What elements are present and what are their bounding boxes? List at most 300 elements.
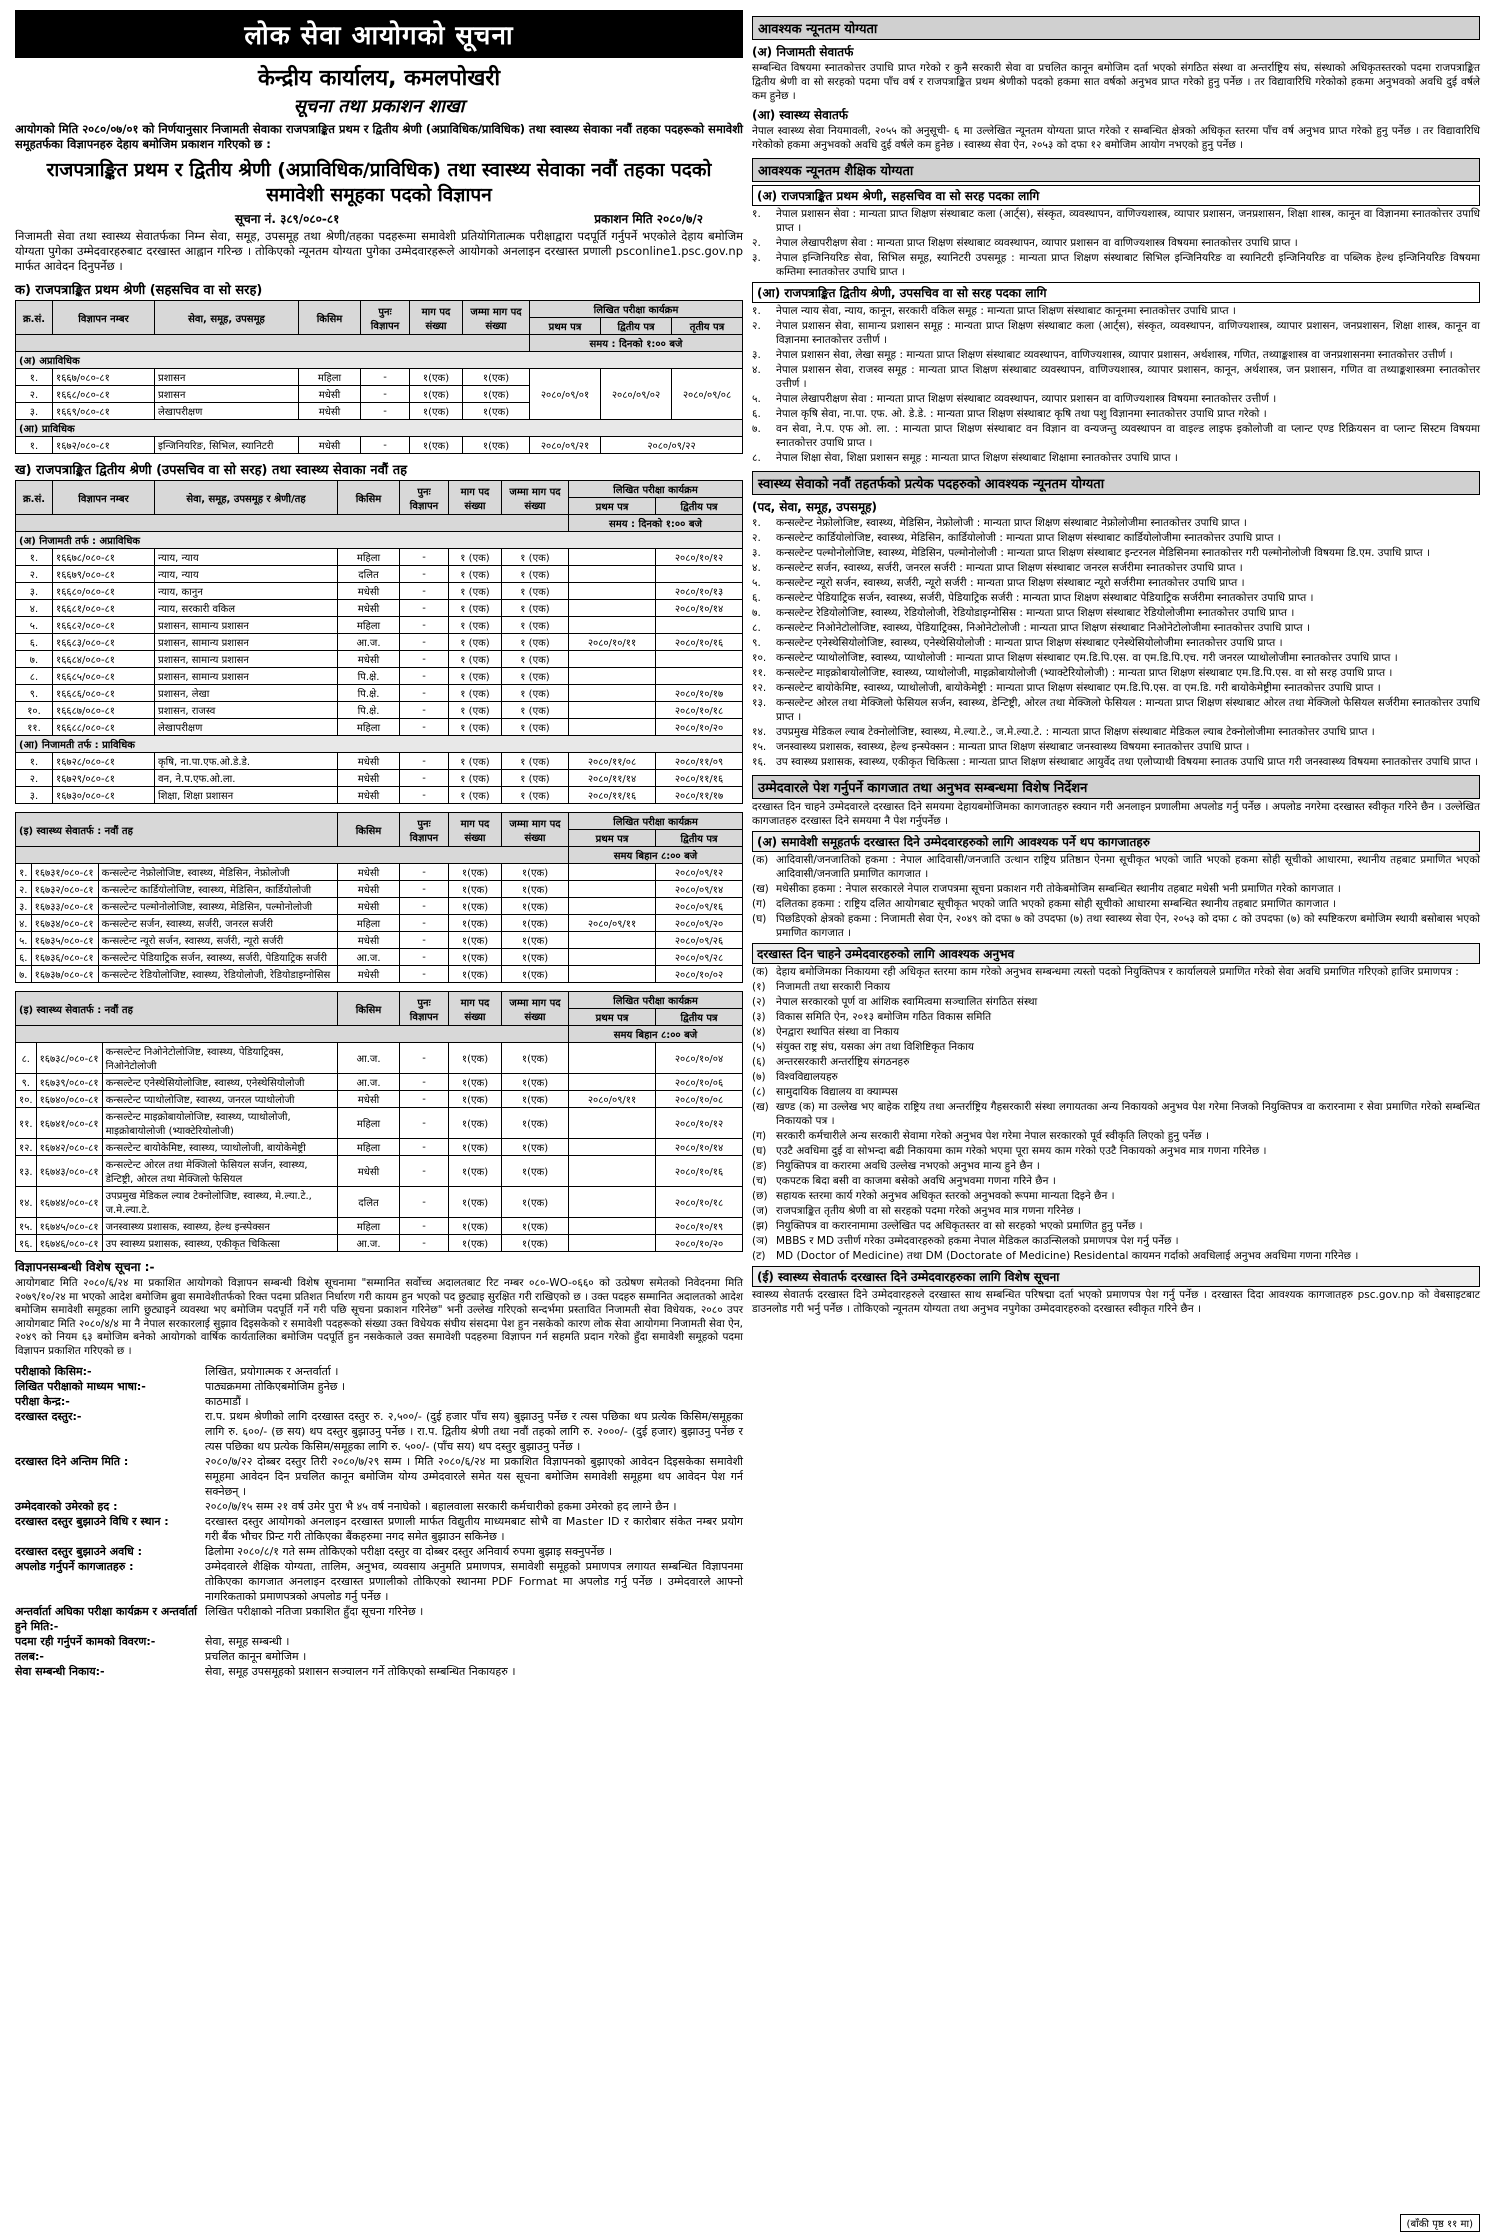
cell: - bbox=[400, 1156, 449, 1187]
cell: १(एक) bbox=[449, 1218, 502, 1235]
th: तृतीय पत्र bbox=[672, 318, 743, 335]
detail-key: उम्मेदवारको उमेरको हद : bbox=[15, 1500, 118, 1513]
cell: १६६९/०८०-८१ bbox=[53, 403, 155, 420]
cell: २०८०/०९/२६ bbox=[656, 932, 743, 949]
list-text: आदिवासी/जनजातिको हकमा : नेपाल आदिवासी/जनजाति उत्थान राष्ट्रिय प्रतिष्ठान ऐनमा सूचीकृत भएको जाति भएको हकमा सोही सूचीको आधारमा, स्थानीय तहबाट प्रमाणित भएको आदिवासी/जनजाति प्रमाणित कागजात । bbox=[776, 854, 1480, 880]
list-number: (ग) bbox=[752, 1130, 767, 1142]
cell: न्याय, सरकारी वकिल bbox=[155, 600, 338, 617]
right-column bbox=[752, 10, 1480, 1317]
cell: १६. bbox=[16, 1235, 37, 1252]
th: लिखित परीक्षा कार्यक्रम bbox=[530, 301, 743, 318]
cell: २०८०/०९/१४ bbox=[656, 881, 743, 898]
cell: - bbox=[400, 719, 449, 736]
cell bbox=[569, 1108, 656, 1139]
cell: २०८०/११/१७ bbox=[656, 787, 743, 804]
list-item bbox=[752, 725, 1480, 739]
req-civil-title: (अ) निजामती सेवातर्फ bbox=[752, 45, 854, 59]
list-text: कन्सल्टेन्ट प्याथोलोजिष्ट, स्वास्थ्य, प्याथोलोजी : मान्यता प्राप्त शिक्षण संस्थाबाट एम.डि.पि.एस. वा एम.डि.पि.एच. गरी जनरल प्याथोलोजीमा स्नातकोत्तर उपाधि प्राप्त । bbox=[776, 652, 1398, 664]
cell: मधेसी bbox=[299, 386, 361, 403]
cell: कन्सल्टेन्ट ओरल तथा मेक्जिलो फेसियल सर्जन, स्वास्थ्य, डेन्टिष्ट्री, ओरल तथा मेक्जिलो फेसियल bbox=[102, 1156, 337, 1187]
list-item bbox=[752, 422, 1480, 450]
th: क्र.सं. bbox=[16, 481, 53, 515]
cell: १. bbox=[16, 437, 53, 454]
table-kha bbox=[15, 480, 743, 804]
list-number: ३. bbox=[752, 547, 761, 559]
cell: १(एक) bbox=[502, 1156, 569, 1187]
list-item bbox=[752, 591, 1480, 605]
list-text: कन्सल्टेन्ट बायोकेमिष्ट, स्वास्थ्य, प्याथोलोजी, बायोकेमेष्ट्री : मान्यता प्राप्त शिक्षण संस्थाबाट एम.डि.पि.एस. वा एम.डि. गरी बायोकेमेष्ट्रीमा स्नातकोत्तर उपाधि प्राप्त । bbox=[776, 682, 1381, 694]
section-kha-title: ख) राजपत्राङ्कित द्वितीय श्रेणी (उपसचिव वा सो सरह) तथा स्वास्थ्य सेवाका नवौं तह bbox=[15, 463, 408, 478]
detail-value: प्रचलित कानून बमोजिम । bbox=[205, 1650, 307, 1663]
edu-a-list bbox=[752, 207, 1480, 279]
detail-row bbox=[15, 1604, 743, 1634]
cell: १६६८४/०८०-८१ bbox=[53, 651, 155, 668]
cell: १ (एक) bbox=[449, 685, 502, 702]
th: जम्मा माग पद संख्या bbox=[463, 301, 530, 335]
cell: १(एक) bbox=[449, 966, 502, 983]
cell: - bbox=[400, 1139, 449, 1156]
cell: १(एक) bbox=[502, 881, 569, 898]
detail-row bbox=[15, 1559, 743, 1604]
cell: मधेसी bbox=[338, 864, 400, 881]
cell: १ (एक) bbox=[449, 753, 502, 770]
list-item bbox=[752, 965, 1480, 979]
cell: - bbox=[400, 634, 449, 651]
list-text: नेपाल कृषि सेवा, ना.पा. एफ. ओ. डे.डे. : मान्यता प्राप्त शिक्षण संस्थाबाट कृषि तथा पशु विज्ञानमा स्नातकोत्तर उपाधि प्राप्त गरेको । bbox=[776, 408, 1267, 420]
cell: २०८०/१०/१२ bbox=[656, 549, 743, 566]
detail-value: २०८०/७/२२ दोब्बर दस्तुर तिरी २०८०/७/२९ सम्म । मिति २०८०/६/२४ मा प्रकाशित विज्ञापनको बुझाएको आवेदन दिइसकेका समावेशी समूहमा आवेदन दिन प्रचलित कानून बमोजिम योग्य उम्मेदवारले समेत यस सूचना बमोजिम समावेशी समूहमा थप आवेदन पेश गर्न सक्नेछन् । bbox=[205, 1455, 743, 1498]
list-text: दलितका हकमा : राष्ट्रिय दलित आयोगबाट सूचीकृत भएको जाति भएको हकमा सोही सूचीको आधारमा सम्बन्धित स्थानीय तहबाट प्रमाणित कागजात । bbox=[776, 898, 1337, 910]
table-row bbox=[16, 1091, 743, 1108]
cell: - bbox=[400, 915, 449, 932]
list-number: (४) bbox=[752, 1026, 766, 1038]
list-text: नेपाल इन्जिनियरिङ सेवा, सिभिल समूह, स्यानिटरी उपसमूह : मान्यता प्राप्त शिक्षण संस्थाबाट सिभिल इन्जिनियरिङ वा स्यानिटरी इन्जिनियरिङ वा पब्लिक हेल्थ इन्जिनियरिङ विषयमा कम्तिमा स्नातकोत्तर उपाधि प्राप्त । bbox=[776, 252, 1480, 278]
list-item bbox=[752, 666, 1480, 680]
cell: १(एक) bbox=[463, 386, 530, 403]
list-text: MD (Doctor of Medicine) तथा DM (Doctorate of Medicine) Residental कायमन गर्दाको अवधिलाई अनुभव अवधिमा गणना गरिनेछ । bbox=[776, 1250, 1359, 1262]
list-number: (ट) bbox=[752, 1250, 766, 1262]
cell: १ (एक) bbox=[449, 787, 502, 804]
req-title: आवश्यक न्यूनतम योग्यता bbox=[752, 16, 1480, 40]
cell: १ (एक) bbox=[502, 770, 569, 787]
cell: महिला bbox=[299, 369, 361, 386]
list-text: कन्सल्टेन्ट पेडियाट्रिक सर्जन, स्वास्थ्य, सर्जरी, पेडियाट्रिक सर्जरी : मान्यता प्राप्त शिक्षण संस्थाबाट पेडियाट्रिक सर्जरीमा स्नातकोत्तर उपाधि प्राप्त । bbox=[776, 592, 1314, 604]
req-civil-text: सम्बन्धित विषयमा स्नातकोत्तर उपाधि प्राप्त गरेको र कुनै सरकारी सेवा वा प्रचलित कानून बमोजिम दर्ता भएको संगठित संस्था वा अन्तर्राष्ट्रिय संघ, संस्थाको अधिकृतस्तरको पदमा राजपत्राङ्कित द्वितीय श्रेणी वा सो सरहको पदमा पाँच वर्ष र राजपत्राङ्कित प्रथम श्रेणीको पदको हकमा सात वर्षको अनुभव प्राप्त गरेको हुनु पर्नेछ । तर विद्यावारिधि गरेकोको हकमा अनुभवको अवधि दुई वर्षले कम हुनेछ । bbox=[752, 62, 1480, 102]
list-number: (ग) bbox=[752, 898, 767, 910]
cell: २०८०/१०/१२ bbox=[656, 1108, 743, 1139]
cell: - bbox=[400, 651, 449, 668]
cell: १६७२८/०८०-८१ bbox=[53, 753, 155, 770]
cell: २०८०/१०/०४ bbox=[656, 1043, 743, 1074]
cell: मधेसी bbox=[338, 1091, 400, 1108]
list-number: (च) bbox=[752, 1175, 767, 1187]
continued-note: (बाँकी पृष्ठ ११ मा) bbox=[1400, 2214, 1480, 2232]
cell: २०८०/१०/१६ bbox=[656, 1156, 743, 1187]
cell: ३. bbox=[16, 898, 32, 915]
list-text: वन सेवा, ने.प. एफ ओ. ला. : मान्यता प्राप्त शिक्षण संस्थाबाट वन विज्ञान वा वन्यजन्तु व्यवस्थापन वा वाइल्ड लाइफ इकोलोजी वा प्लान्ट एण्ड रिक्रियसन वा प्लान्ट सिस्टम विषयमा स्नातकोत्तर उपाधि प्राप्त । bbox=[776, 423, 1480, 449]
notice-ref-line bbox=[15, 210, 743, 227]
cell: महिला bbox=[338, 719, 400, 736]
list-item bbox=[752, 1085, 1480, 1099]
cell: २०८०/१०/११ bbox=[569, 634, 656, 651]
cell: २०८०/११/०८ bbox=[569, 753, 656, 770]
list-item bbox=[752, 681, 1480, 695]
cell: १ (एक) bbox=[502, 753, 569, 770]
th: लिखित परीक्षा कार्यक्रम bbox=[569, 481, 743, 498]
detail-row bbox=[15, 1454, 743, 1499]
cell: १५. bbox=[16, 1218, 37, 1235]
cell: ३. bbox=[16, 583, 53, 600]
list-number: २. bbox=[752, 237, 761, 249]
list-number: ७. bbox=[752, 607, 761, 619]
list-text: कन्सल्टेन्ट न्यूरो सर्जन, स्वास्थ्य, सर्जरी, न्यूरो सर्जरी : मान्यता प्राप्त शिक्षण संस्थाबाट न्यूरो सर्जरीमा स्नातकोत्तर उपाधि प्राप्त । bbox=[776, 577, 1245, 589]
detail-row bbox=[15, 1379, 743, 1394]
special-note-text: आयोगबाट मिति २०८०/६/२४ मा प्रकाशित आयोगको विज्ञापन सम्बन्धी विशेष सूचनामा "सम्मानित सर्वोच्च अदालतबाट रिट नम्बर ०८०-WO-०६६० को उत्प्रेषण समेतको निवेदनमा मिति २०७९/१०/२४ मा भएको आदेश बमोजिम ब्रुवा समावेशीतर्फको रिक्त पदमा प्रतिशत निर्धारण गरी कायम हुन भएको पद छुट्याइ सुरक्षित गरी राखिएको छ । उक्त पदहरु सम्मानित अदालतको आदेश बमोजिम समावेशी समूहका लागि छुट्याइने व्यवस्था भए बमोजिम पदपूर्ति गर्ने गरी पछि सूचना प्रकाशन गरिनेछ" भनी उल्लेख गरिएको सन्दर्भमा प्रस्तावित निजामती सेवा विधेयक, २०८० उपर आयोगबाट मिति २०८०/४/४ मा नै नेपाल सरकारलाई सुझाव दिइसकेको र समावेशी पदहरूको संख्या उक्त विधेयक संघीय संसदमा पेश हुन नसकेको कारण लोक सेवा आयोगमा निजामती सेवा ऐन, २०४९ को नियम ६३ बमोजिम बनेको आयोगको वार्षिक कार्यतालिका बमोजिम पदपूर्ति हुन नसकेकाले उक्त समावेशी पदहरुमा विज्ञापन गर्न सहमति प्रदान गरेको हुँदा समावेशी समूहको पदमा विज्ञापन प्रकाशित गरिएको छ । bbox=[15, 1277, 743, 1357]
cell: १२. bbox=[16, 1139, 37, 1156]
list-text: नेपाल शिक्षा सेवा, शिक्षा प्रशासन समूह : मान्यता प्राप्त शिक्षण संस्थाबाट शिक्षामा स्नातकोत्तर उपाधि प्राप्त । bbox=[776, 452, 1178, 464]
list-number: १४. bbox=[752, 726, 767, 738]
cell: ६. bbox=[16, 949, 32, 966]
detail-value: सेवा, समूह उपसमूहको प्रशासन सञ्चालन गर्ने तोकिएको सम्बन्धित निकायहरु । bbox=[205, 1665, 516, 1678]
list-item bbox=[752, 1219, 1480, 1233]
cell: महिला bbox=[338, 549, 400, 566]
list-text: नेपाल प्रशासन सेवा, सामान्य प्रशासन समूह : मान्यता प्राप्त शिक्षण संस्थाबाट कला (आर्ट्स), संस्कृत, व्यवस्थापन, वाणिज्यशास्त्र, व्यापार प्रशासन, जनप्रशासन, शिक्षा शास्त्र, कानून वा विज्ञानमा स्नातकोत्तर उत्तीर्ण । bbox=[776, 320, 1480, 346]
cell bbox=[569, 651, 656, 668]
cell: २०८०/०९/२८ bbox=[656, 949, 743, 966]
list-number: (२) bbox=[752, 996, 766, 1008]
detail-value: सेवा, समूह सम्बन्धी । bbox=[205, 1635, 290, 1648]
cell: मधेसी bbox=[338, 753, 400, 770]
list-text: सामुदायिक विद्यालय वा क्याम्पस bbox=[776, 1086, 898, 1098]
cell: पि.क्षे. bbox=[338, 668, 400, 685]
detail-key: सेवा सम्बन्धी निकाय:- bbox=[15, 1665, 105, 1678]
list-number: (घ) bbox=[752, 913, 767, 925]
cell: १६६८५/०८०-८१ bbox=[53, 668, 155, 685]
cell: १६७३२/०८०-८१ bbox=[31, 881, 98, 898]
cell: १६७३१/०८०-८१ bbox=[31, 864, 98, 881]
list-item bbox=[752, 882, 1480, 896]
cell: १ (एक) bbox=[502, 617, 569, 634]
detail-row bbox=[15, 1634, 743, 1649]
list-number: ११. bbox=[752, 667, 767, 679]
list-text: कन्सल्टेन्ट रेडियोलोजिष्ट, स्वास्थ्य, रेडियोलोजी, रेडियोडाइग्नोसिस : मान्यता प्राप्त शिक्षण संस्थाबाट रेडियोलोजीमा स्नातकोत्तर उपाधि प्राप्त । bbox=[776, 607, 1295, 619]
list-item bbox=[752, 1010, 1480, 1024]
cell bbox=[656, 651, 743, 668]
list-number: (घ) bbox=[752, 1145, 767, 1157]
detail-key: दरखास्त दिने अन्तिम मिति : bbox=[15, 1455, 129, 1468]
edu-b-title: (आ) राजपत्राङ्कित द्वितीय श्रेणी, उपसचिव वा सो सरह पदका लागि bbox=[752, 282, 1480, 303]
cell: २०८०/१०/०८ bbox=[656, 1091, 743, 1108]
cell: २०८०/१०/०२ bbox=[656, 966, 743, 983]
cell: १(एक) bbox=[449, 1156, 502, 1187]
list-item bbox=[752, 740, 1480, 754]
list-item bbox=[752, 897, 1480, 911]
cell: - bbox=[400, 1187, 449, 1218]
th: विज्ञापन नम्बर bbox=[53, 481, 155, 515]
cell: ८. bbox=[16, 668, 53, 685]
cell: १ (एक) bbox=[502, 549, 569, 566]
cell bbox=[569, 702, 656, 719]
cell: कन्सल्टेन्ट पेडियाट्रिक सर्जन, स्वास्थ्य, सर्जरी, पेडियाट्रिक सर्जरी bbox=[98, 949, 337, 966]
list-item bbox=[752, 1144, 1480, 1158]
cell: १(एक) bbox=[502, 1043, 569, 1074]
list-text: कन्सल्टेन्ट ओरल तथा मेक्जिलो फेसियल सर्जन, स्वास्थ्य, डेन्टिष्ट्री, ओरल तथा मेक्जिलो फेसियल : मान्यता प्राप्त शिक्षण संस्थाबाट ओरल तथा मेक्जिलो फेसियल सर्जरीमा स्नातकोत्तर उपाधि प्राप्त । bbox=[776, 697, 1480, 723]
cell: १६७३५/०८०-८१ bbox=[31, 932, 98, 949]
th: किसिम bbox=[338, 992, 400, 1026]
cell bbox=[569, 949, 656, 966]
list-number: १२. bbox=[752, 682, 767, 694]
cell: २०८०/०९/२० bbox=[656, 915, 743, 932]
list-item bbox=[752, 1070, 1480, 1084]
cell: मधेसी bbox=[338, 932, 400, 949]
list-number: ६. bbox=[752, 408, 761, 420]
cell bbox=[569, 583, 656, 600]
th: द्वितीय पत्र bbox=[656, 1009, 743, 1026]
list-text: सहायक स्तरमा कार्य गरेको अनुभव अधिकृत स्तरको अनुभवको रूपमा मान्यता दिइने छैन । bbox=[776, 1190, 1115, 1202]
list-item bbox=[752, 1189, 1480, 1203]
cell: १६६८६/०८०-८१ bbox=[53, 685, 155, 702]
cell: १६७३०/०८०-८१ bbox=[53, 787, 155, 804]
table-row bbox=[16, 369, 743, 386]
cell: १०. bbox=[16, 1091, 37, 1108]
cell: - bbox=[400, 864, 449, 881]
list-text: नियुक्तिपत्र वा करारनामामा उल्लेखित पद अधिकृतस्तर वा सो सरहको भएको प्रमाणित हुनु पर्नेछ । bbox=[776, 1220, 1143, 1232]
list-number: (क) bbox=[752, 966, 769, 978]
table-row bbox=[16, 966, 743, 983]
list-item bbox=[752, 1100, 1480, 1128]
cell: १(एक) bbox=[502, 1218, 569, 1235]
list-number: ८. bbox=[752, 622, 761, 634]
list-number: १६. bbox=[752, 756, 767, 768]
cell: - bbox=[400, 566, 449, 583]
cell bbox=[569, 1187, 656, 1218]
cell: २०८०/०९/०८ bbox=[672, 369, 743, 420]
list-number: १०. bbox=[752, 652, 767, 664]
list-number: (७) bbox=[752, 1071, 766, 1083]
cell: १ (एक) bbox=[502, 600, 569, 617]
health-sub: (पद, सेवा, समूह, उपसमूह) bbox=[752, 500, 877, 514]
th: माग पद संख्या bbox=[449, 481, 502, 515]
list-text: नियुक्तिपत्र वा करारमा अवधि उल्लेख नभएको अनुभव मान्य हुने छैन । bbox=[776, 1160, 1040, 1172]
list-item bbox=[752, 621, 1480, 635]
cell: जनस्वास्थ्य प्रशासक, स्वास्थ्य, हेल्थ इन्स्पेक्सन bbox=[102, 1218, 337, 1235]
cell: ११. bbox=[16, 719, 53, 736]
cell bbox=[569, 566, 656, 583]
group-label: (आ) प्राविधिक bbox=[16, 420, 743, 437]
detail-value: २०८०/७/१५ सम्म २१ वर्ष उमेर पुरा भै ४५ वर्ष ननाघेको । बहालवाला सरकारी कर्मचारीको हकमा उमेरको हद लाग्ने छैन । bbox=[205, 1500, 677, 1513]
list-number: (१) bbox=[752, 981, 766, 993]
detail-row bbox=[15, 1649, 743, 1664]
detail-value: लिखित, प्रयोगात्मक र अन्तर्वार्ता । bbox=[205, 1365, 339, 1378]
list-text: कन्सल्टेन्ट निओनेटोलोजिष्ट, स्वास्थ्य, पेडियाट्रिक्स, निओनेटोलोजी : मान्यता प्राप्त शिक्षण संस्थाबाट निओनेटोलोजीमा स्नातकोत्तर उपाधि प्राप्त । bbox=[776, 622, 1310, 634]
th: सेवा, समूह, उपसमूह र श्रेणी/तह bbox=[155, 481, 338, 515]
th: प्रथम पत्र bbox=[569, 498, 656, 515]
cell: महिला bbox=[338, 915, 400, 932]
cell: कन्सल्टेन्ट प्याथोलोजिष्ट, स्वास्थ्य, जनरल प्याथोलोजी bbox=[102, 1091, 337, 1108]
cell: कन्सल्टेन्ट नेफ्रोलोजिष्ट, स्वास्थ्य, मेडिसिन, नेफ्रोलोजी bbox=[98, 864, 337, 881]
table-row bbox=[16, 549, 743, 566]
list-item bbox=[752, 755, 1480, 769]
list-text: सरकारी कर्मचारीले अन्य सरकारी सेवामा गरेको अनुभव पेश गरेमा नेपाल सरकारको पूर्व स्वीकृति लिएको हुनु पर्नेछ । bbox=[776, 1130, 1209, 1142]
cell: ८. bbox=[16, 1043, 37, 1074]
list-text: कन्सल्टेन्ट नेफ्रोलोजिष्ट, स्वास्थ्य, मेडिसिन, नेफ्रोलोजी : मान्यता प्राप्त शिक्षण संस्थाबाट नेफ्रोलोजीमा स्नातकोत्तर उपाधि प्राप्त । bbox=[776, 517, 1247, 529]
detail-value: लिखित परीक्षाको नतिजा प्रकाशित हुँदा सूचना गरिनेछ । bbox=[205, 1605, 424, 1618]
cell bbox=[569, 881, 656, 898]
cell: मधेसी bbox=[338, 770, 400, 787]
table-row bbox=[16, 932, 743, 949]
table-row bbox=[16, 1074, 743, 1091]
cell bbox=[569, 1218, 656, 1235]
cell: १६६८७/०८०-८१ bbox=[53, 702, 155, 719]
th: समय बिहान ८:०० बजे bbox=[569, 847, 743, 864]
cell: १(एक) bbox=[502, 1187, 569, 1218]
cell: १६७४६/०८०-८१ bbox=[36, 1235, 102, 1252]
cell: १६७४०/०८०-८१ bbox=[36, 1091, 102, 1108]
cell: कन्सल्टेन्ट पल्मोनोलोजिष्ट, स्वास्थ्य, मेडिसिन, पल्मोनोलोजी bbox=[98, 898, 337, 915]
cell: - bbox=[400, 600, 449, 617]
cell bbox=[569, 1139, 656, 1156]
group-label: (आ) निजामती तर्फ : प्राविधिक bbox=[16, 736, 743, 753]
cell: १(एक) bbox=[449, 1235, 502, 1252]
list-item bbox=[752, 407, 1480, 421]
cell: २०८०/१०/१६ bbox=[656, 634, 743, 651]
cell: २०८०/११/१६ bbox=[656, 770, 743, 787]
list-item bbox=[752, 561, 1480, 575]
cell: १(एक) bbox=[502, 932, 569, 949]
cell: ९. bbox=[16, 1074, 37, 1091]
list-number: ५. bbox=[752, 393, 761, 405]
th: समय : दिनको १:०० बजे bbox=[569, 515, 743, 532]
list-item bbox=[752, 995, 1480, 1009]
intro-text: आयोगको मिति २०८०/०७/०१ को निर्णयानुसार निजामती सेवाका राजपत्राङ्कित प्रथम र द्वितीय श्रेणी (अप्राविधिक/प्राविधिक) तथा स्वास्थ्य सेवाका नवौं तहका पदहरूको समावेशी समूहतर्फका विज्ञापनहरु देहाय बमोजिम प्रकाशन गरिएको छ : bbox=[15, 122, 743, 151]
cell: ५. bbox=[16, 932, 32, 949]
cell: १(एक) bbox=[502, 949, 569, 966]
table-row bbox=[16, 1043, 743, 1074]
th: द्वितीय पत्र bbox=[601, 318, 672, 335]
list-number: ६. bbox=[752, 592, 761, 604]
th: किसिम bbox=[338, 813, 400, 847]
list-number: २. bbox=[752, 532, 761, 544]
cell: १६६८२/०८०-८१ bbox=[53, 617, 155, 634]
cell: १ (एक) bbox=[449, 566, 502, 583]
list-text: राजपत्राङ्कित तृतीय श्रेणी वा सो सरहको पदमा गरेको अनुभव मात्र गणना गरिनेछ । bbox=[776, 1205, 1081, 1217]
docs-a-list bbox=[752, 853, 1480, 940]
cell: १ (एक) bbox=[449, 583, 502, 600]
cell: कन्सल्टेन्ट रेडियोलोजिष्ट, स्वास्थ्य, रेडियोलोजी, रेडियोडाइग्नोसिस bbox=[98, 966, 337, 983]
cell: लेखापरीक्षण bbox=[155, 403, 299, 420]
cell: १(एक) bbox=[449, 1187, 502, 1218]
cell: १(एक) bbox=[410, 437, 463, 454]
edu-b-list bbox=[752, 304, 1480, 465]
list-text: संयुक्त राष्ट्र संघ, यसका अंग तथा विशिष्टिकृत निकाय bbox=[776, 1041, 975, 1053]
cell: प्रशासन bbox=[155, 386, 299, 403]
list-item bbox=[752, 980, 1480, 994]
table-row bbox=[16, 566, 743, 583]
cell: ४. bbox=[16, 915, 32, 932]
cell bbox=[569, 932, 656, 949]
cell: १(एक) bbox=[449, 932, 502, 949]
th: सेवा, समूह, उपसमूह bbox=[155, 301, 299, 335]
table-row bbox=[16, 651, 743, 668]
notice-body: निजामती सेवा तथा स्वास्थ्य सेवातर्फका निम्न सेवा, समूह, उपसमूह तथा श्रेणी/तहका पदहरूमा समावेशी प्रतियोगितात्मक परीक्षाद्वारा पदपूर्ति गर्नुपर्ने भएकोले देहाय बमोजिम योग्यता पुगेका उम्मेदवारहरुबाट दरखास्त आह्वान गरिन्छ । तोकिएको न्यूनतम योग्यता पुगेका उम्मेदवारहरूले आयोगको अनलाइन दरखास्त प्रणाली psconline1.psc.gov.np मार्फत आवेदन दिनुपर्नेछ । bbox=[15, 229, 743, 273]
cell: १ (एक) bbox=[502, 702, 569, 719]
cell: २०८०/१०/१४ bbox=[656, 1139, 743, 1156]
list-text: नेपाल प्रशासन सेवा, राजस्व समूह : मान्यता प्राप्त शिक्षण संस्थाबाट व्यवस्थापन, वाणिज्यशास्त्र, व्यापार प्रशासन, कानून, अर्थशास्त्र, जन प्रशासन, गणित वा तथ्याङ्कशास्त्रमा स्नातकोत्तर उत्तीर्ण । bbox=[776, 364, 1480, 390]
cell: कृषि, ना.पा.एफ.ओ.डे.डे. bbox=[155, 753, 338, 770]
health-list bbox=[752, 516, 1480, 769]
cell: - bbox=[361, 386, 410, 403]
list-item bbox=[752, 1249, 1480, 1263]
cell: उपप्रमुख मेडिकल ल्याब टेक्नोलोजिष्ट, स्वास्थ्य, मे.ल्या.टे., ज.मे.ल्या.टे. bbox=[102, 1187, 337, 1218]
cell: ९. bbox=[16, 685, 53, 702]
cell: कन्सल्टेन्ट माइक्रोबायोलोजिष्ट, स्वास्थ्य, प्याथोलोजी, माइक्रोबायोलोजी (भ्याक्टेरियोलोजी) bbox=[102, 1108, 337, 1139]
th: द्वितीय पत्र bbox=[656, 830, 743, 847]
th: विज्ञापन नम्बर bbox=[53, 301, 155, 335]
list-number: ४. bbox=[752, 562, 761, 574]
detail-key: दरखास्त दस्तुर बुझाउने अवधि : bbox=[15, 1545, 143, 1558]
final-text: स्वास्थ्य सेवातर्फ दरखास्त दिने उम्मेदवारहरुले दरखास्त साथ सम्बन्धित परिषद्मा दर्ता भएको प्रमाणपत्र पेश गर्नु पर्नेछ । दरखास्त दिदा आवश्यक कागजातहरु psc.gov.np को वेबसाइटबाट डाउनलोड गरी भर्नु पर्नेछ । तोकिएको न्यूनतम योग्यता तथा अनुभव नपुगेका उम्मेदवारहरुको दरखास्त स्वीकृत गरिने छैन । bbox=[752, 1289, 1480, 1315]
list-item bbox=[752, 1129, 1480, 1143]
cell: २०८०/१०/१९ bbox=[656, 1218, 743, 1235]
cell: १६७४३/०८०-८१ bbox=[36, 1156, 102, 1187]
detail-key: लिखित परीक्षाको माध्यम भाषा:- bbox=[15, 1380, 146, 1393]
table-row bbox=[16, 898, 743, 915]
detail-row bbox=[15, 1514, 743, 1544]
table-row bbox=[16, 1235, 743, 1252]
table-row bbox=[16, 1108, 743, 1139]
cell: - bbox=[400, 753, 449, 770]
cell: २०८०/०९/२१ bbox=[530, 437, 601, 454]
detail-value: काठमाडौं । bbox=[205, 1395, 249, 1408]
cell: ६. bbox=[16, 634, 53, 651]
cell: १ (एक) bbox=[502, 583, 569, 600]
cell: १(एक) bbox=[463, 437, 530, 454]
cell: २०८०/१०/१४ bbox=[656, 600, 743, 617]
cell: २०८०/०९/२२ bbox=[601, 437, 743, 454]
cell: - bbox=[400, 685, 449, 702]
cell: - bbox=[400, 583, 449, 600]
th: माग पद संख्या bbox=[449, 813, 502, 847]
list-item bbox=[752, 546, 1480, 560]
list-number: ४. bbox=[752, 364, 761, 376]
detail-row bbox=[15, 1664, 743, 1679]
cell: मधेसी bbox=[338, 881, 400, 898]
th: (इ) स्वास्थ्य सेवातर्फ : नवौं तह bbox=[16, 992, 338, 1026]
cell: १ (एक) bbox=[449, 651, 502, 668]
cell bbox=[569, 1235, 656, 1252]
cell: पि.क्षे. bbox=[338, 702, 400, 719]
cell: १६७३७/०८०-८१ bbox=[31, 966, 98, 983]
branch-name: सूचना तथा प्रकाशन शाखा bbox=[293, 96, 465, 117]
table-row bbox=[16, 864, 743, 881]
cell: १(एक) bbox=[463, 369, 530, 386]
table-row bbox=[16, 1156, 743, 1187]
detail-key: अन्तर्वार्ता अघिका परीक्षा कार्यक्रम र अन्तर्वार्ता हुने मिति:- bbox=[15, 1605, 198, 1633]
table-row bbox=[16, 668, 743, 685]
cell: १(एक) bbox=[449, 881, 502, 898]
list-number: १. bbox=[752, 517, 761, 529]
list-number: (६) bbox=[752, 1056, 766, 1068]
th: माग पद संख्या bbox=[410, 301, 463, 335]
cell: - bbox=[361, 437, 410, 454]
details-list bbox=[15, 1364, 743, 1679]
cell: मधेसी bbox=[338, 966, 400, 983]
list-text: विश्वविद्यालयहरु bbox=[776, 1071, 838, 1083]
cell: २०८०/११/०९ bbox=[656, 753, 743, 770]
list-number: (झ) bbox=[752, 1220, 769, 1232]
cell: १(एक) bbox=[449, 915, 502, 932]
edu-title: आवश्यक न्यूनतम शैक्षिक योग्यता bbox=[752, 158, 1480, 182]
